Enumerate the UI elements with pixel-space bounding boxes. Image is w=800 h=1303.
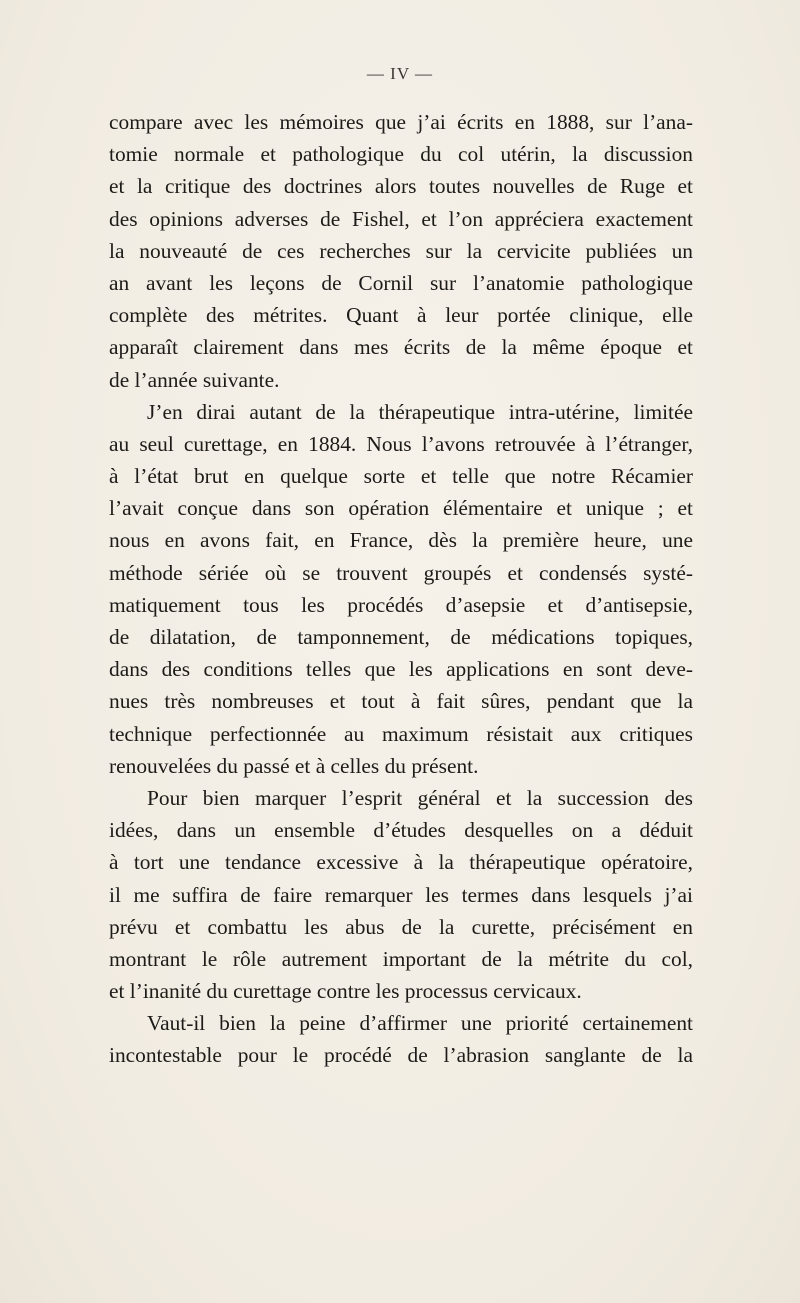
text-line: an avant les leçons de Cornil sur l’anatomie pathologique — [109, 270, 693, 295]
text-line: méthode sériée où se trouvent groupés et condensés systé- — [109, 560, 693, 585]
text-line: compare avec les mémoires que j’ai écrits en 1888, sur l’ana- — [109, 110, 693, 134]
text-line: prévu et combattu les abus de la curette, précisément en — [109, 914, 693, 939]
text-line: à l’état brut en quelque sorte et telle que notre Récamier — [109, 464, 693, 489]
text-line: apparaît clairement dans mes écrits de la même époque et — [109, 335, 693, 360]
text-line: des opinions adverses de Fishel, et l’on appréciera exactement — [109, 206, 693, 231]
text-line: il me suffira de faire remarquer les termes dans lesquels j’ai — [109, 882, 693, 907]
text-line: de l’année suivante. — [109, 367, 280, 392]
text-line: la nouveauté de ces recherches sur la cervicite publiées un — [109, 238, 693, 263]
text-line: complète des métrites. Quant à leur portée clinique, elle — [109, 303, 693, 328]
body-text — [109, 106, 693, 1072]
page-number: — IV — — [366, 64, 434, 83]
text-line: J’en dirai autant de la thérapeutique intra-utérine, limitée — [147, 399, 693, 424]
text-line: matiquement tous les procédés d’asepsie et d’antisepsie, — [109, 592, 693, 617]
text-line: nues très nombreuses et tout à fait sûres, pendant que la — [109, 689, 693, 714]
text-line: Vaut-il bien la peine d’affirmer une priorité certainement — [147, 1011, 693, 1036]
text-line: Pour bien marquer l’esprit général et la succession des — [147, 785, 693, 810]
text-line: à tort une tendance excessive à la thérapeutique opératoire, — [109, 850, 693, 875]
text-line: technique perfectionnée au maximum résistait aux critiques — [109, 721, 693, 746]
text-line: renouvelées du passé et à celles du présent. — [109, 753, 479, 778]
paragraph-4 — [109, 1007, 693, 1071]
text-line: au seul curettage, en 1884. Nous l’avons retrouvée à l’étranger, — [109, 431, 693, 456]
paragraph-2 — [109, 396, 693, 782]
text-line: dans des conditions telles que les applications en sont deve- — [109, 657, 693, 682]
text-line: montrant le rôle autrement important de la métrite du col, — [109, 946, 693, 971]
paragraph-1 — [109, 106, 693, 396]
text-line: idées, dans un ensemble d’études desquelles on a déduit — [109, 818, 693, 843]
text-line: l’avait conçue dans son opération élémentaire et unique ; et — [109, 496, 693, 521]
text-line: incontestable pour le procédé de l’abrasion sanglante de la — [109, 1043, 693, 1068]
paragraph-3 — [109, 782, 693, 1007]
text-line: tomie normale et pathologique du col utérin, la discussion — [109, 142, 693, 167]
text-line: nous en avons fait, en France, dès la première heure, une — [109, 528, 693, 553]
text-line: et l’inanité du curettage contre les processus cervicaux. — [109, 979, 582, 1004]
text-line: de dilatation, de tamponnement, de médications topiques, — [109, 625, 693, 649]
text-line: et la critique des doctrines alors toutes nouvelles de Ruge et — [109, 174, 693, 199]
